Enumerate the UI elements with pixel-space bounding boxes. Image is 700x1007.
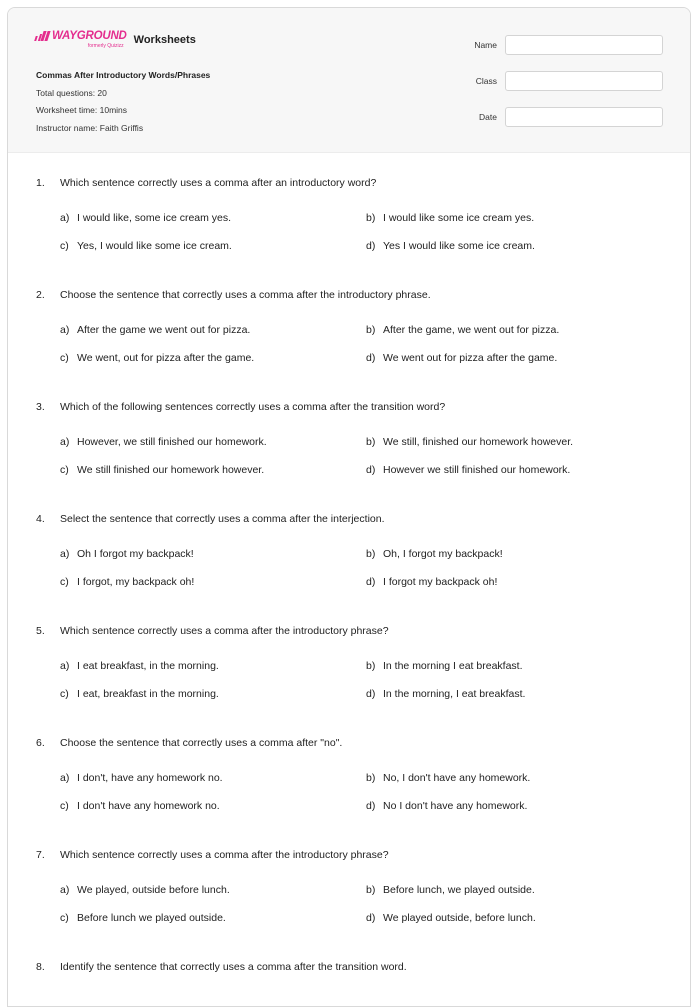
option-text: Yes, I would like some ice cream. <box>77 240 232 252</box>
option-letter: b) <box>366 772 376 784</box>
question-text: Which sentence correctly uses a comma after an introductory word? <box>60 177 377 189</box>
option-text: I forgot my backpack oh! <box>383 576 498 588</box>
option-d[interactable] <box>366 800 527 812</box>
option-text: No I don't have any homework. <box>383 800 528 812</box>
brand <box>35 30 196 49</box>
option-b[interactable] <box>366 212 534 224</box>
option-c[interactable] <box>60 912 226 924</box>
instructor-name: Instructor name: Faith Griffis <box>36 122 144 133</box>
class-label: Class <box>475 75 497 86</box>
option-text: I don't, have any homework no. <box>77 772 223 784</box>
option-text: No, I don't have any homework. <box>383 772 531 784</box>
option-a[interactable] <box>60 884 230 896</box>
option-letter: d) <box>366 576 376 588</box>
question-number: 7. <box>36 849 45 861</box>
option-letter: c) <box>60 800 69 812</box>
option-text: I would like, some ice cream yes. <box>77 212 232 224</box>
option-d[interactable] <box>366 352 557 364</box>
name-field-row <box>443 34 663 55</box>
question-1 <box>8 173 690 285</box>
option-letter: c) <box>60 912 69 924</box>
option-c[interactable] <box>60 800 220 812</box>
question-6 <box>8 733 690 845</box>
option-d[interactable] <box>366 240 535 252</box>
option-text: I forgot, my backpack oh! <box>77 576 195 588</box>
option-text: However we still finished our homework. <box>383 464 571 476</box>
question-4 <box>8 509 690 621</box>
product-label: Worksheets <box>133 34 196 46</box>
date-label: Date <box>479 111 497 122</box>
option-letter: a) <box>60 212 70 224</box>
question-2 <box>8 285 690 397</box>
option-letter: a) <box>60 884 70 896</box>
option-text: I don't have any homework no. <box>77 800 220 812</box>
option-d[interactable] <box>366 912 536 924</box>
option-text: Yes I would like some ice cream. <box>383 240 535 252</box>
option-text: We still finished our homework however. <box>77 464 265 476</box>
question-list <box>8 173 690 1007</box>
option-letter: a) <box>60 436 70 448</box>
question-3 <box>8 397 690 509</box>
logo-brand-text: WAYGROUND <box>52 30 127 42</box>
option-text: I eat, breakfast in the morning. <box>77 688 219 700</box>
option-a[interactable] <box>60 212 231 224</box>
question-5 <box>8 621 690 733</box>
question-number: 8. <box>36 961 45 973</box>
wayground-logo-icon <box>35 31 49 41</box>
option-text: In the morning I eat breakfast. <box>383 660 523 672</box>
option-a[interactable] <box>60 548 194 560</box>
option-a[interactable] <box>60 436 267 448</box>
question-text: Which sentence correctly uses a comma after the introductory phrase? <box>60 625 389 637</box>
question-number: 1. <box>36 177 45 189</box>
worksheet-header <box>8 8 690 153</box>
question-text: Choose the sentence that correctly uses a comma after the introductory phrase. <box>60 289 431 301</box>
logo-subtitle: formerly Quizizz <box>87 43 124 49</box>
question-text: Choose the sentence that correctly uses a comma after "no". <box>60 737 343 749</box>
class-field-row <box>443 70 663 91</box>
option-letter: a) <box>60 660 70 672</box>
wayground-logo <box>35 30 127 49</box>
option-text: After the game we went out for pizza. <box>77 324 251 336</box>
name-input[interactable] <box>505 35 663 55</box>
option-c[interactable] <box>60 576 194 588</box>
worksheet-title: Commas After Introductory Words/Phrases <box>36 70 211 80</box>
option-c[interactable] <box>60 240 232 252</box>
option-a[interactable] <box>60 660 219 672</box>
option-letter: b) <box>366 884 376 896</box>
option-letter: c) <box>60 240 69 252</box>
option-c[interactable] <box>60 352 254 364</box>
option-a[interactable] <box>60 324 250 336</box>
option-letter: c) <box>60 464 69 476</box>
option-letter: a) <box>60 548 70 560</box>
option-letter: d) <box>366 464 376 476</box>
option-text: We went, out for pizza after the game. <box>77 352 255 364</box>
option-text: Oh I forgot my backpack! <box>77 548 194 560</box>
option-letter: c) <box>60 688 69 700</box>
option-c[interactable] <box>60 688 219 700</box>
question-text: Which of the following sentences correctly uses a comma after the transition word? <box>60 401 446 413</box>
option-b[interactable] <box>366 436 573 448</box>
option-text: We played, outside before lunch. <box>77 884 230 896</box>
option-letter: d) <box>366 800 376 812</box>
worksheet-meta <box>36 67 210 137</box>
option-b[interactable] <box>366 548 503 560</box>
option-b[interactable] <box>366 772 530 784</box>
option-text: However, we still finished our homework. <box>77 436 267 448</box>
total-questions: Total questions: 20 <box>36 87 107 98</box>
option-letter: b) <box>366 324 376 336</box>
option-letter: d) <box>366 352 376 364</box>
question-8 <box>8 957 690 1007</box>
option-letter: a) <box>60 772 70 784</box>
option-letter: c) <box>60 352 69 364</box>
option-a[interactable] <box>60 772 223 784</box>
question-number: 3. <box>36 401 45 413</box>
question-number: 6. <box>36 737 45 749</box>
option-letter: d) <box>366 912 376 924</box>
question-text: Identify the sentence that correctly uses a comma after the transition word. <box>60 961 407 973</box>
option-b[interactable] <box>366 660 523 672</box>
date-field-row <box>443 106 663 127</box>
class-input[interactable] <box>505 71 663 91</box>
option-text: In the morning, I eat breakfast. <box>383 688 526 700</box>
question-7 <box>8 845 690 957</box>
option-text: Before lunch, we played outside. <box>383 884 535 896</box>
option-text: We still, finished our homework however. <box>383 436 574 448</box>
option-text: We went out for pizza after the game. <box>383 352 558 364</box>
option-letter: b) <box>366 436 376 448</box>
option-letter: b) <box>366 212 376 224</box>
option-d[interactable] <box>366 688 525 700</box>
option-text: After the game, we went out for pizza. <box>383 324 560 336</box>
option-c[interactable] <box>60 464 264 476</box>
question-number: 4. <box>36 513 45 525</box>
option-letter: a) <box>60 324 70 336</box>
worksheet-page <box>7 7 691 1007</box>
option-d[interactable] <box>366 576 497 588</box>
option-letter: b) <box>366 548 376 560</box>
option-letter: d) <box>366 688 376 700</box>
option-b[interactable] <box>366 324 559 336</box>
option-text: We played outside, before lunch. <box>383 912 536 924</box>
option-letter: c) <box>60 576 69 588</box>
student-info-fields <box>443 34 663 142</box>
option-d[interactable] <box>366 464 570 476</box>
date-input[interactable] <box>505 107 663 127</box>
question-text: Select the sentence that correctly uses a comma after the interjection. <box>60 513 385 525</box>
name-label: Name <box>474 39 497 50</box>
option-text: I would like some ice cream yes. <box>383 212 535 224</box>
option-text: Before lunch we played outside. <box>77 912 226 924</box>
option-b[interactable] <box>366 884 535 896</box>
question-number: 5. <box>36 625 45 637</box>
option-text: I eat breakfast, in the morning. <box>77 660 219 672</box>
option-letter: d) <box>366 240 376 252</box>
question-text: Which sentence correctly uses a comma after the introductory phrase? <box>60 849 389 861</box>
option-text: Oh, I forgot my backpack! <box>383 548 503 560</box>
option-letter: b) <box>366 660 376 672</box>
question-number: 2. <box>36 289 45 301</box>
worksheet-time: Worksheet time: 10mins <box>36 105 128 115</box>
